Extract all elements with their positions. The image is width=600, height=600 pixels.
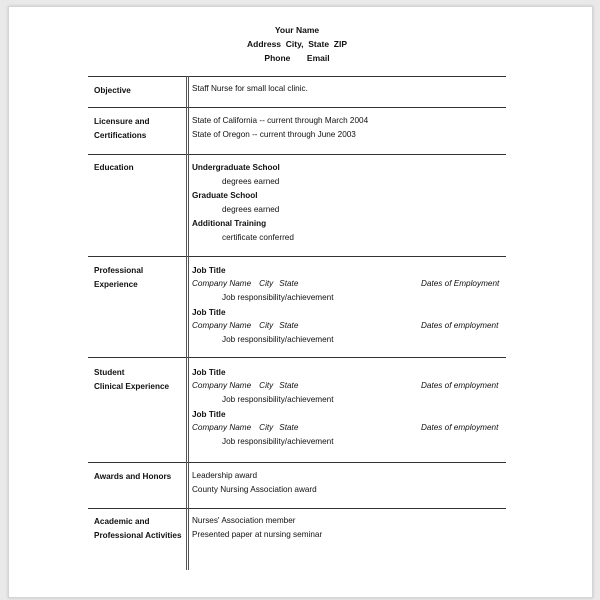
- objective-text: Staff Nurse for small local clinic.: [192, 84, 308, 93]
- job-responsibility: Job responsibility/achievement: [222, 395, 334, 404]
- company-state: State: [279, 381, 299, 390]
- employment-dates: Dates of employment: [421, 381, 499, 390]
- company-line: [192, 277, 298, 291]
- grad-degree: degrees earned: [222, 205, 280, 214]
- job-responsibility: Job responsibility/achievement: [222, 437, 334, 446]
- company-name: Company Name: [192, 423, 252, 432]
- activity-item: Presented paper at nursing seminar: [192, 530, 323, 539]
- employment-dates: Dates of employment: [421, 321, 499, 330]
- job-title: Job Title: [192, 410, 226, 419]
- award-item: Leadership award: [192, 471, 258, 480]
- license-item: State of California -- current through March 2004: [192, 116, 369, 125]
- section-rule: [88, 357, 506, 358]
- licensure-label-2: Certifications: [94, 131, 147, 140]
- grad-school: Graduate School: [192, 191, 258, 200]
- section-rule: [88, 76, 506, 77]
- activity-item: Nurses' Association member: [192, 516, 296, 525]
- employment-dates: Dates of Employment: [421, 279, 500, 288]
- undergrad-degree: degrees earned: [222, 177, 280, 186]
- award-item: County Nursing Association award: [192, 485, 317, 494]
- professional-label-2: Experience: [94, 280, 138, 289]
- certificate-detail: certificate conferred: [222, 233, 294, 242]
- address-line: Address City, State ZIP: [247, 39, 347, 49]
- company-name: Company Name: [192, 381, 252, 390]
- applicant-name: Your Name: [274, 25, 320, 35]
- clinical-label-2: Clinical Experience: [94, 382, 170, 391]
- company-city: City: [259, 381, 274, 390]
- contact-line: Phone Email: [264, 53, 330, 63]
- awards-label: Awards and Honors: [94, 472, 172, 481]
- company-state: State: [279, 279, 299, 288]
- company-city: City: [259, 279, 274, 288]
- column-divider: [186, 76, 189, 570]
- objective-label: Objective: [94, 86, 131, 95]
- company-name: Company Name: [192, 279, 252, 288]
- professional-label: Professional: [94, 266, 144, 275]
- company-line: [192, 319, 298, 333]
- company-line: [192, 421, 298, 435]
- activities-label: Academic and: [94, 517, 150, 526]
- education-label: Education: [94, 163, 134, 172]
- undergrad-school: Undergraduate School: [192, 163, 280, 172]
- job-responsibility: Job responsibility/achievement: [222, 293, 334, 302]
- company-city: City: [259, 321, 274, 330]
- section-rule: [88, 107, 506, 108]
- license-item: State of Oregon -- current through June 2003: [192, 130, 356, 139]
- company-city: City: [259, 423, 274, 432]
- activities-label-2: Professional Activities: [94, 531, 182, 540]
- job-title: Job Title: [192, 368, 226, 377]
- section-rule: [88, 154, 506, 155]
- company-state: State: [279, 321, 299, 330]
- company-state: State: [279, 423, 299, 432]
- job-title: Job Title: [192, 308, 226, 317]
- clinical-label: Student: [94, 368, 125, 377]
- section-rule: [88, 462, 506, 463]
- job-responsibility: Job responsibility/achievement: [222, 335, 334, 344]
- licensure-label: Licensure and: [94, 117, 150, 126]
- company-line: [192, 379, 298, 393]
- section-rule: [88, 256, 506, 257]
- job-title: Job Title: [192, 266, 226, 275]
- employment-dates: Dates of employment: [421, 423, 499, 432]
- additional-training: Additional Training: [192, 219, 267, 228]
- section-rule: [88, 508, 506, 509]
- company-name: Company Name: [192, 321, 252, 330]
